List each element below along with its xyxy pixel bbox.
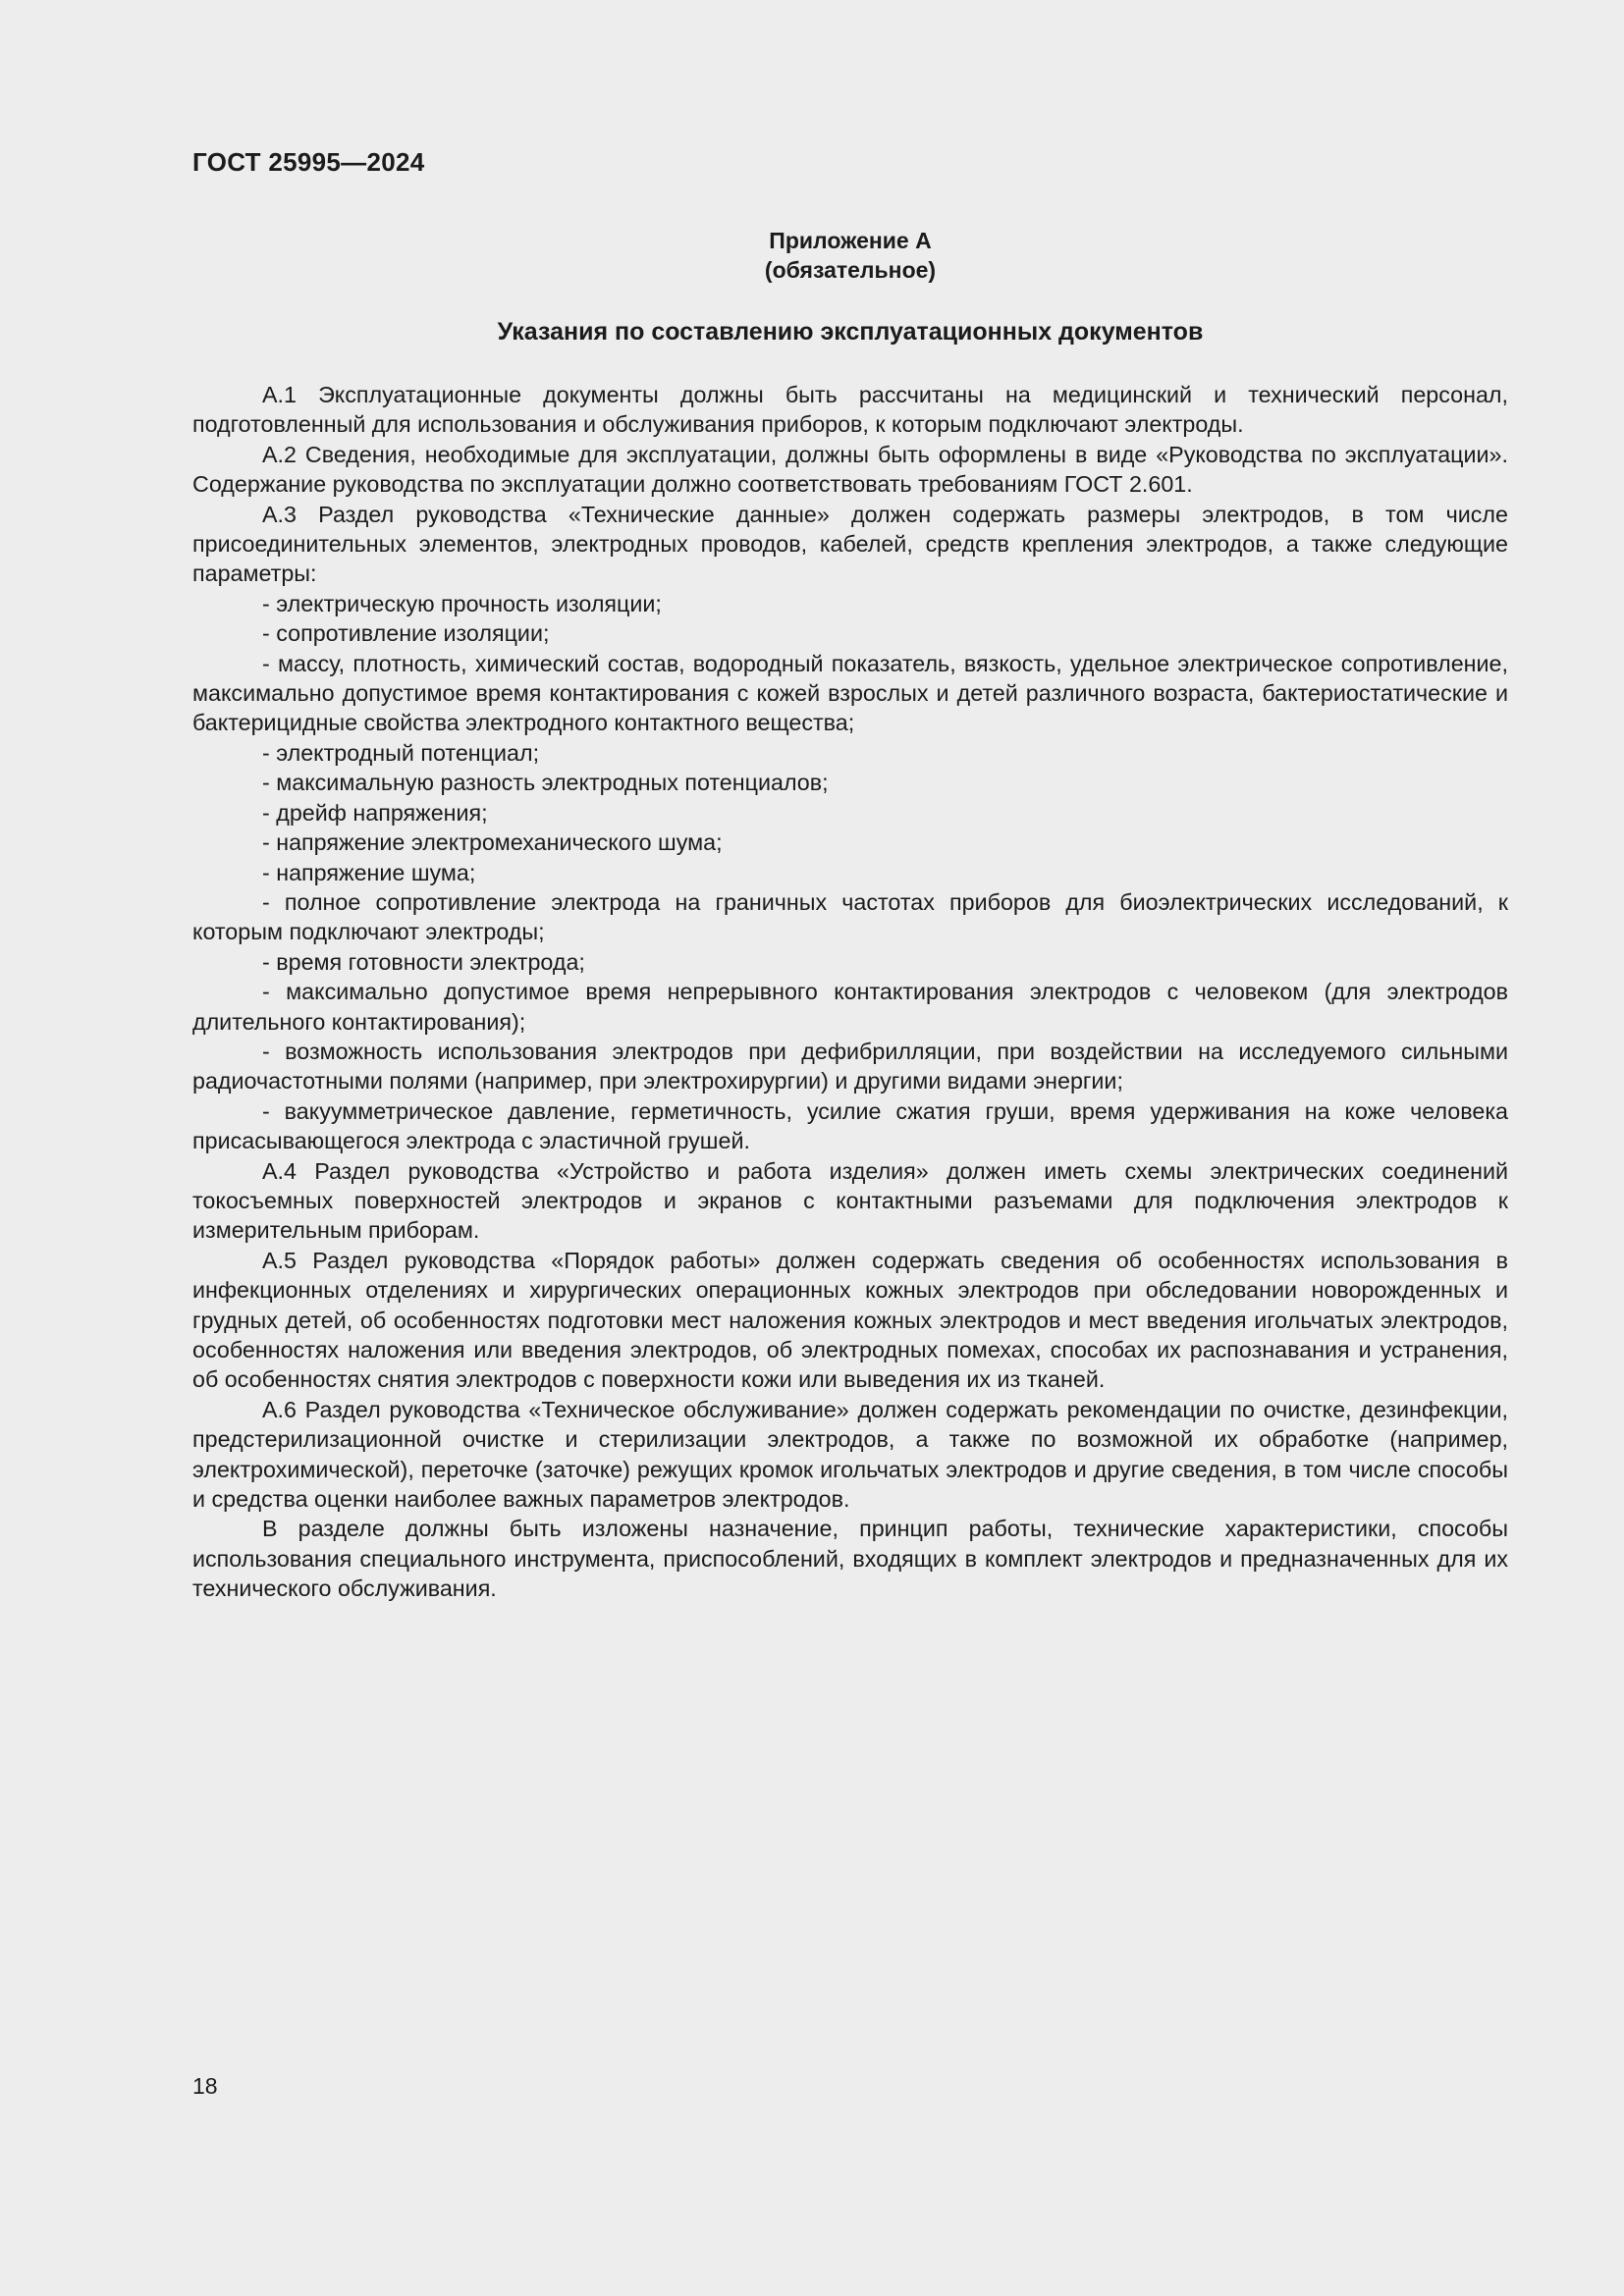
appendix-label: Приложение А: [769, 228, 932, 253]
paragraph-a2: А.2 Сведения, необходимые для эксплуатации, должны быть оформлены в виде «Руководства по эксплуатации». Содержание руководства по эксплуатации должно соответствовать требованиям ГОСТ 2.601.: [192, 441, 1508, 498]
list-item: - возможность использования электродов при дефибрилляции, при воздействии на исследуемого сильными радиочастотными полями (например, при электрохирургии) и другими видами энергии;: [192, 1038, 1508, 1095]
paragraph-a6: А.6 Раздел руководства «Техническое обслуживание» должен содержать рекомендации по очистке, дезинфекции, предстерилизационной очистке и стерилизации электродов, а также по возможной их обработке (например, электрохимической), переточке (заточке) режущих кромок игольчатых электродов и другие сведения, в том числе способы и средства оценки наиболее важных параметров электродов.: [192, 1396, 1508, 1513]
list-item: - максимальную разность электродных потенциалов;: [262, 770, 829, 796]
appendix-status: (обязательное): [764, 257, 937, 283]
list-item: - полное сопротивление электрода на граничных частотах приборов для биоэлектрических исследований, к которым подключают электроды;: [192, 888, 1508, 945]
list-item: - напряжение электромеханического шума;: [262, 829, 723, 856]
list-item: - массу, плотность, химический состав, водородный показатель, вязкость, удельное электрическое сопротивление, максимально допустимое время контактирования с кожей взрослых и детей различного возраста, бактериостатические и бактерицидные свойства электродного контактного вещества;: [192, 650, 1508, 736]
page-number: 18: [192, 2073, 218, 2099]
list-item: - сопротивление изоляции;: [262, 620, 550, 647]
list-item: - вакуумметрическое давление, герметичность, усилие сжатия груши, время удерживания на коже человека присасывающегося электрода с эластичной грушей.: [192, 1097, 1508, 1154]
paragraph-a6-continuation: В разделе должны быть изложены назначение, принцип работы, технические характеристики, способы использования специального инструмента, приспособлений, входящих в комплект электродов и предназначенных для их технического обслуживания.: [192, 1516, 1508, 1602]
paragraph-a3: А.3 Раздел руководства «Технические данные» должен содержать размеры электродов, в том числе присоединительных элементов, электродных проводов, кабелей, средств крепления электродов, а также следующие параметры:: [192, 501, 1508, 587]
list-item: - время готовности электрода;: [262, 948, 585, 975]
list-item: - максимально допустимое время непрерывного контактирования электродов с человеком (для электродов длительного контактирования);: [192, 979, 1508, 1035]
list-item: - дрейф напряжения;: [262, 799, 488, 826]
list-item: - электрическую прочность изоляции;: [262, 590, 662, 616]
paragraph-a1: А.1 Эксплуатационные документы должны быть рассчитаны на медицинский и технический персонал, подготовленный для использования и обслуживания приборов, к которым подключают электроды.: [192, 382, 1508, 438]
document-code: ГОСТ 25995—2024: [192, 147, 425, 177]
list-item: - напряжение шума;: [262, 859, 476, 885]
paragraph-a5: А.5 Раздел руководства «Порядок работы» должен содержать сведения об особенностях использования в инфекционных отделениях и хирургических операционных кожных электродов при обследовании новорожденных и грудных детей, об особенностях подготовки мест наложения кожных электродов и мест введения игольчатых электродов, особенностях наложения или введения электродов, об электродных помехах, способах их распознавания и устранения, об особенностях снятия электродов с поверхности кожи или выведения их из тканей.: [192, 1247, 1508, 1393]
section-heading: Указания по составлению эксплуатационных документов: [497, 318, 1204, 346]
body-text: [192, 380, 1508, 1604]
appendix-title: [192, 226, 1508, 285]
paragraph-a4: А.4 Раздел руководства «Устройство и работа изделия» должен иметь схемы электрических соединений токосъемных поверхностей электродов и экранов с контактными разъемами для подключения электродов к измерительным приборам.: [192, 1157, 1508, 1244]
list-item: - электродный потенциал;: [262, 739, 540, 766]
